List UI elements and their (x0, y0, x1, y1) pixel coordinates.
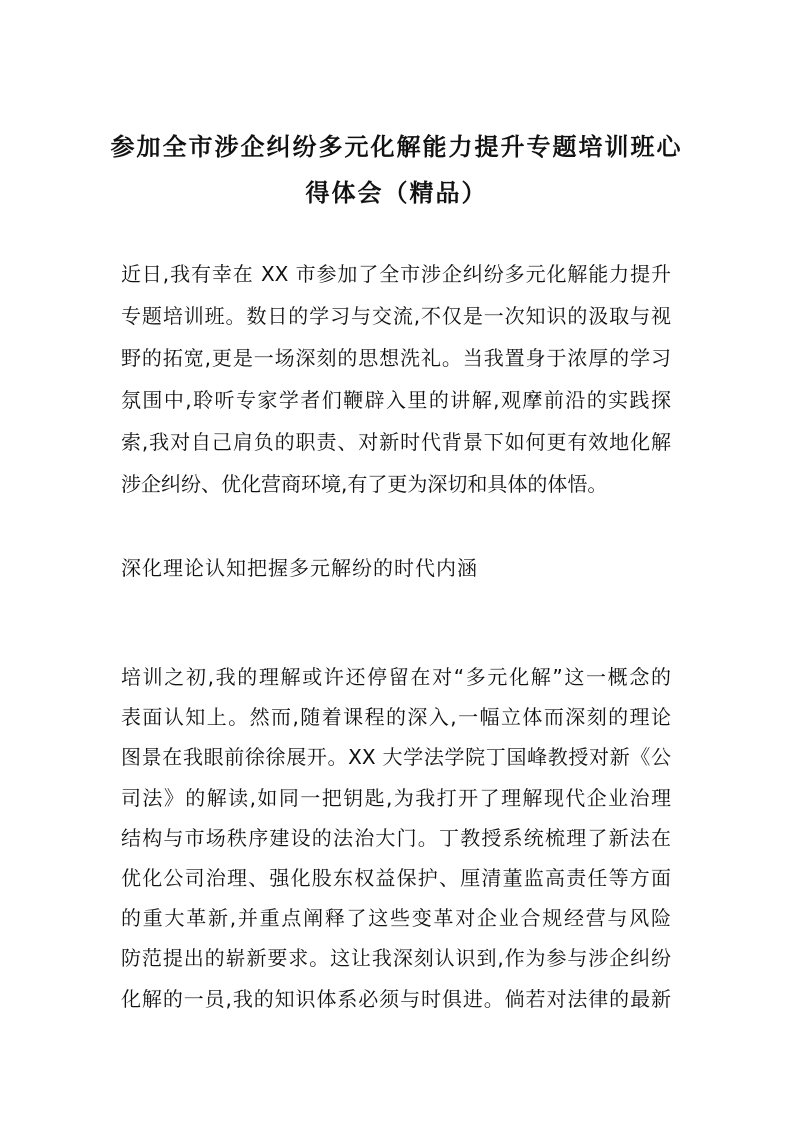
text-line: 防范提出的崭新要求。这让我深刻认识到,作为参与涉企纠纷 (121, 946, 671, 971)
text-line: 优化公司治理、强化股东权益保护、厘清董监高责任等方面 (121, 865, 671, 890)
text-line: 图景在我眼前徐徐展开。XX 大学法学院丁国峰教授对新《公 (121, 745, 671, 770)
document-title-line-2: 得体会（精品） (305, 179, 488, 207)
text-line: 氛围中,聆听专家学者们鞭辟入里的讲解,观摩前沿的实践探 (121, 388, 671, 412)
text-line: 专题培训班。数日的学习与交流,不仅是一次知识的汲取与视 (121, 304, 671, 328)
paragraph-intro (121, 253, 671, 505)
text-line: 培训之初,我的理解或许还停留在对“多元化解”这一概念的 (121, 665, 671, 689)
text-line: 近日,我有幸在 XX 市参加了全市涉企纠纷多元化解能力提升 (121, 262, 671, 286)
text-line: 涉企纠纷、优化营商环境,有了更为深切和具体的体悟。 (121, 472, 608, 496)
section-heading: 深化理论认知把握多元解纷的时代内涵 (121, 556, 478, 580)
text-line: 司法》的解读,如同一把钥匙,为我打开了理解现代企业治理 (121, 785, 671, 810)
text-line: 结构与市场秩序建设的法治大门。丁教授系统梳理了新法在 (121, 825, 671, 850)
text-line: 化解的一员,我的知识体系必须与时俱进。倘若对法律的最新 (121, 986, 671, 1011)
text-line: 野的拓宽,更是一场深刻的思想洗礼。当我置身于浓厚的学习 (121, 346, 671, 370)
text-line: 索,我对自己肩负的职责、对新时代背景下如何更有效地化解 (121, 430, 671, 454)
text-line: 表面认知上。然而,随着课程的深入,一幅立体而深刻的理论 (121, 705, 671, 730)
document-title-line-1: 参加全市涉企纠纷多元化解能力提升专题培训班心 (110, 133, 683, 161)
paragraph-training (121, 657, 671, 1019)
text-line: 的重大革新,并重点阐释了这些变革对企业合规经营与风险 (121, 906, 671, 931)
